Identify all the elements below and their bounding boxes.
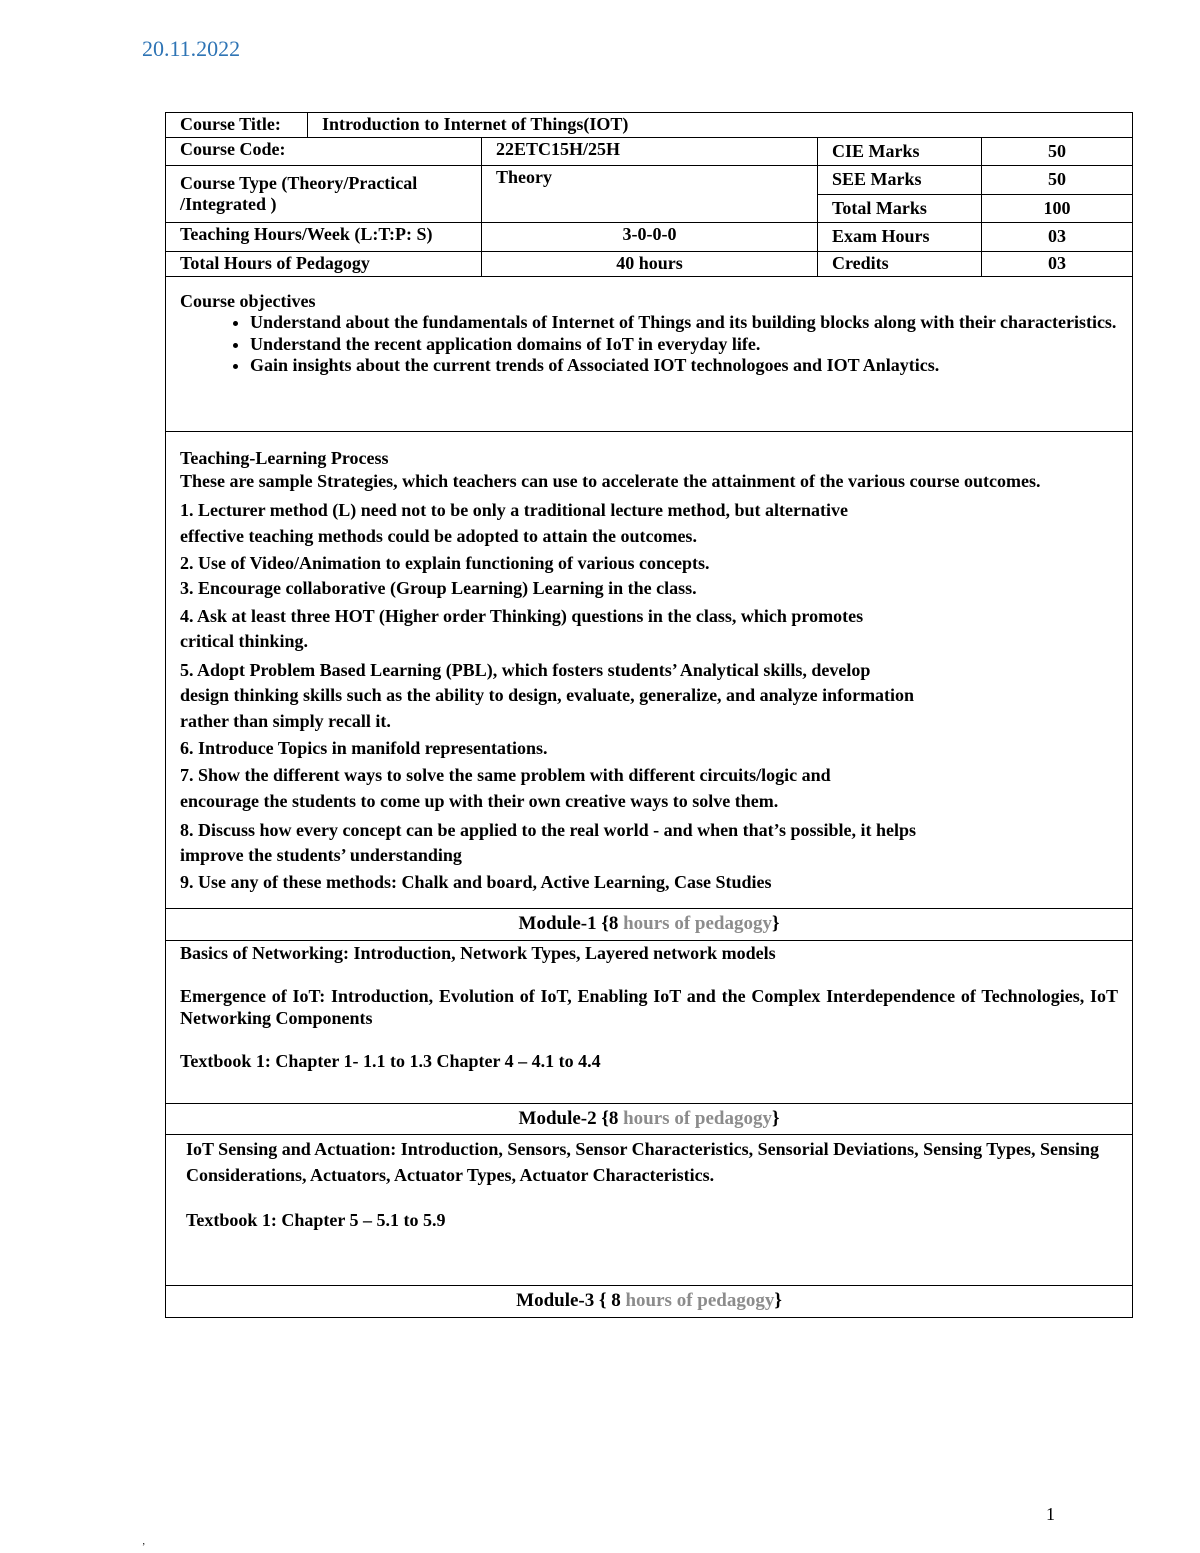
cie-marks-value: 50	[982, 137, 1133, 166]
course-title-label: Course Title:	[166, 113, 308, 138]
document-date: 20.11.2022	[142, 36, 241, 61]
exam-hours-value: 03	[982, 223, 1133, 252]
module-2-body-row	[166, 1135, 1133, 1286]
footer-mark: ‚	[142, 1536, 146, 1547]
credits-value: 03	[982, 251, 1133, 276]
module-3-title: Module-3 { 8	[516, 1290, 626, 1312]
module-2-hours-label: hours of pedagogy	[623, 1107, 772, 1129]
course-type-value: Theory	[482, 166, 818, 223]
objectives-row	[166, 276, 1133, 431]
page-number: 1	[1046, 1504, 1055, 1524]
module-2-title: Module-2 {8	[518, 1107, 624, 1129]
objectives-list	[180, 312, 1118, 377]
tlp-item: 8. Discuss how every concept can be applied to the real world - and when that’s possible, it helps improve the students’ understanding	[180, 819, 917, 865]
objectives-section	[166, 276, 1133, 431]
tlp-row	[166, 431, 1133, 908]
teaching-hours-label: Teaching Hours/Week (L:T:P: S)	[166, 223, 482, 252]
module-1-head-row	[166, 908, 1133, 940]
course-code-label: Course Code:	[166, 137, 482, 166]
pedagogy-row	[166, 251, 1133, 276]
module-1-heading	[166, 908, 1133, 940]
objective-item: • Gain insights about the current trends of Associated IOT technologoes and IOT Anlaytics.	[250, 355, 1118, 377]
course-info-table	[165, 112, 1133, 1318]
module-2-content	[166, 1135, 1133, 1286]
course-type-label: Course Type (Theory/Practical /Integrated )	[166, 166, 482, 223]
module-3-hours-label: hours of pedagogy	[625, 1290, 775, 1312]
tlp-item: 9. Use any of these methods: Chalk and board, Active Learning, Case Studies	[180, 872, 772, 893]
tlp-item: 6. Introduce Topics in manifold representations.	[180, 737, 548, 758]
module-2-textbook: Textbook 1: Chapter 5 – 5.1 to 5.9	[186, 1209, 446, 1230]
objective-item: • Understand about the fundamentals of Internet of Things and its building blocks along with their characteristics.	[250, 312, 1118, 334]
module-1-title: Module-1 {8	[518, 912, 624, 934]
tlp-item: 4. Ask at least three HOT (Higher order Thinking) questions in the class, which promotes critical thinking.	[180, 605, 864, 652]
syllabus-document	[165, 112, 1132, 1318]
teaching-hours-row	[166, 223, 1133, 252]
objectives-heading: Course objectives	[180, 290, 316, 311]
module-1-para: Basics of Networking: Introduction, Network Types, Layered network models	[180, 942, 776, 963]
tlp-item: 3. Encourage collaborative (Group Learning) Learning in the class.	[180, 578, 697, 599]
module-1-para: Emergence of IoT: Introduction, Evolution of IoT, Enabling IoT and the Complex Interdependence of Technologies, IoT Networking Components	[180, 986, 1118, 1028]
tlp-item: 5. Adopt Problem Based Learning (PBL), which fosters students’ Analytical skills, develop design thinking skills such as the ability to design, evaluate, generalize, and analyze information rather than simply recall it.	[180, 660, 915, 731]
module-1-brace: }	[771, 912, 780, 934]
course-code-value: 22ETC15H/25H	[482, 137, 818, 166]
course-code-row	[166, 137, 1133, 166]
pedagogy-label: Total Hours of Pedagogy	[166, 251, 482, 276]
credits-label: Credits	[818, 251, 982, 276]
see-marks-label: SEE Marks	[818, 166, 982, 195]
module-2-heading	[166, 1103, 1133, 1135]
module-1-content	[166, 940, 1133, 1103]
module-1-body-row	[166, 940, 1133, 1103]
course-title-value: Introduction to Internet of Things(IOT)	[308, 113, 1133, 138]
module-3-heading	[166, 1286, 1133, 1318]
module-3-brace: }	[774, 1290, 782, 1312]
tlp-item: 1. Lecturer method (L) need not to be only a traditional lecture method, but alternative effective teaching methods could be adopted to attain the outcomes.	[180, 500, 848, 546]
total-marks-value: 100	[982, 194, 1133, 223]
objective-item: • Understand the recent application domains of IoT in everyday life.	[250, 334, 1118, 356]
course-title-row	[166, 113, 1133, 138]
module-2-head-row	[166, 1103, 1133, 1135]
tlp-item: 2. Use of Video/Animation to explain functioning of various concepts.	[180, 552, 710, 573]
module-1-textbook: Textbook 1: Chapter 1- 1.1 to 1.3 Chapter 4 – 4.1 to 4.4	[180, 1051, 601, 1072]
tlp-heading: Teaching-Learning Process	[180, 447, 389, 468]
exam-hours-label: Exam Hours	[818, 223, 982, 252]
total-marks-label: Total Marks	[818, 194, 982, 223]
tlp-item: 7. Show the different ways to solve the same problem with different circuits/logic and encourage the students to come up with their own creative ways to solve them.	[180, 765, 831, 811]
cie-marks-label: CIE Marks	[818, 137, 982, 166]
module-2-brace: }	[771, 1107, 780, 1129]
course-type-row	[166, 166, 1133, 195]
module-2-para: IoT Sensing and Actuation: Introduction, Sensors, Sensor Characteristics, Sensorial Deviations, Sensing Types, Sensing Considerations, Actuators, Actuator Types, Actuator Characteristics.	[186, 1139, 1099, 1185]
module-1-hours-label: hours of pedagogy	[623, 912, 772, 934]
teaching-hours-value: 3-0-0-0	[482, 223, 818, 252]
see-marks-value: 50	[982, 166, 1133, 195]
pedagogy-value: 40 hours	[482, 251, 818, 276]
module-3-head-row	[166, 1286, 1133, 1318]
teaching-learning-section	[166, 431, 1133, 908]
tlp-intro: These are sample Strategies, which teachers can use to accelerate the attainment of the various course outcomes.	[180, 471, 1041, 492]
